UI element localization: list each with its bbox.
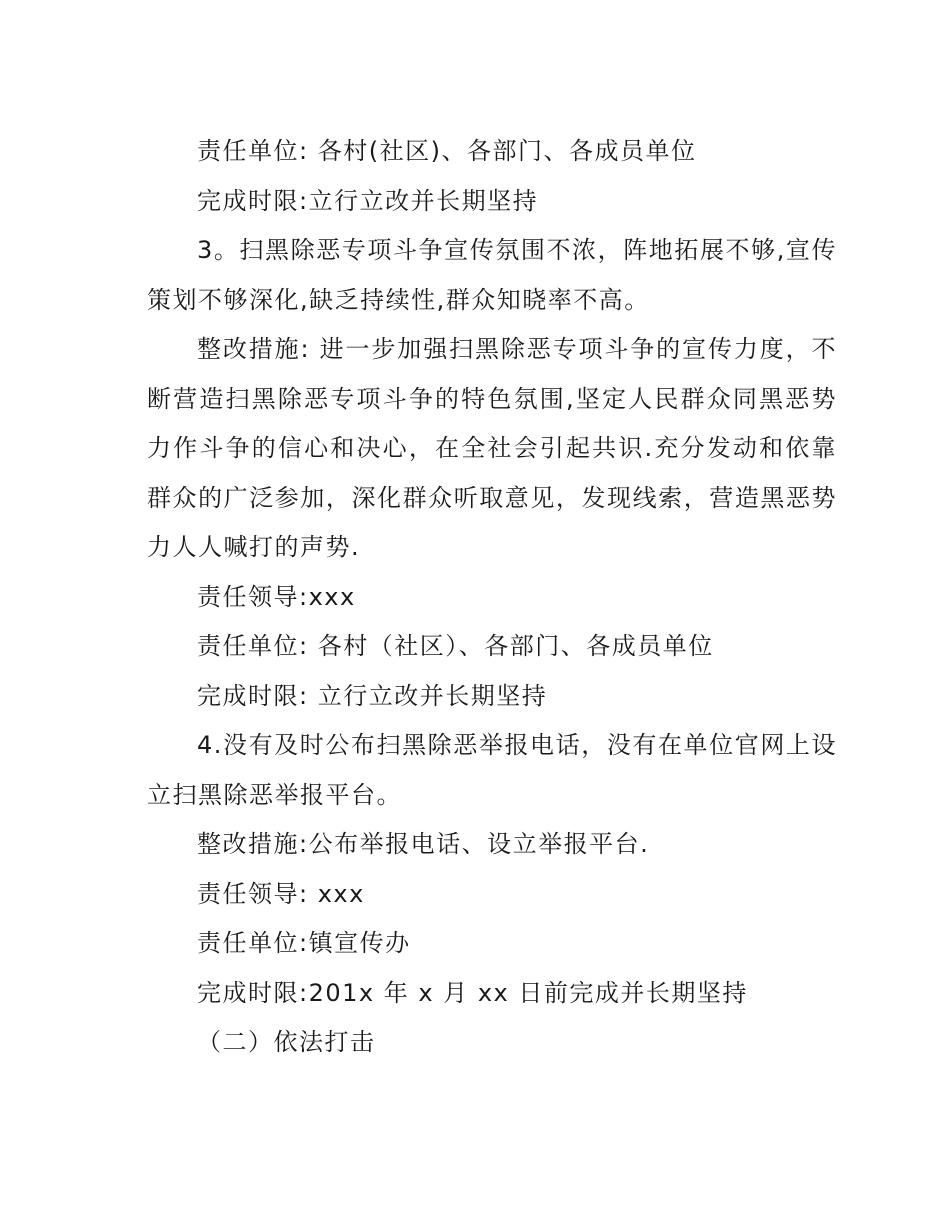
responsible-leader-line-3: 责任领导:xxx [197,582,356,611]
issue-3-paragraph: 3。扫黑除恶专项斗争宣传氛围不浓，阵地拓展不够,宣传策划不够深化,缺乏持续性,群众知晓率不高。 [147,236,837,314]
deadline-line-4: 完成时限:201x 年 x 月 xx 日前完成并长期坚持 [197,978,748,1007]
measures-4-paragraph: 整改措施:公布举报电话、设立举报平台. [197,830,650,858]
responsible-unit-line-1: 责任单位: 各村(社区)、各部门、各成员单位 [197,137,697,165]
deadline-line-3: 完成时限: 立行立改并长期坚持 [197,681,548,710]
responsible-unit-line-3: 责任单位: 各村（社区）、各部门、各成员单位 [197,632,714,660]
document-body [147,127,837,1068]
responsible-leader-line-4: 责任领导: xxx [197,879,365,908]
responsible-unit-line-4: 责任单位:镇宣传办 [197,929,411,957]
measures-3-paragraph: 整改措施: 进一步加强扫黑除恶专项斗争的宣传力度，不断营造扫黑除恶专项斗争的特色氛围,坚定人民群众同黑恶势力作斗争的信心和决心，在全社会引起共识.充分发动和依靠群众的广泛参加，深化群众听取意见，发现线索，营造黑恶势力人人喊打的声势. [147,335,837,561]
issue-4-paragraph: 4.没有及时公布扫黑除恶举报电话，没有在单位官网上设立扫黑除恶举报平台。 [147,731,837,809]
deadline-line-1: 完成时限:立行立改并长期坚持 [197,186,539,215]
section-heading-2: （二）依法打击 [197,1028,376,1056]
